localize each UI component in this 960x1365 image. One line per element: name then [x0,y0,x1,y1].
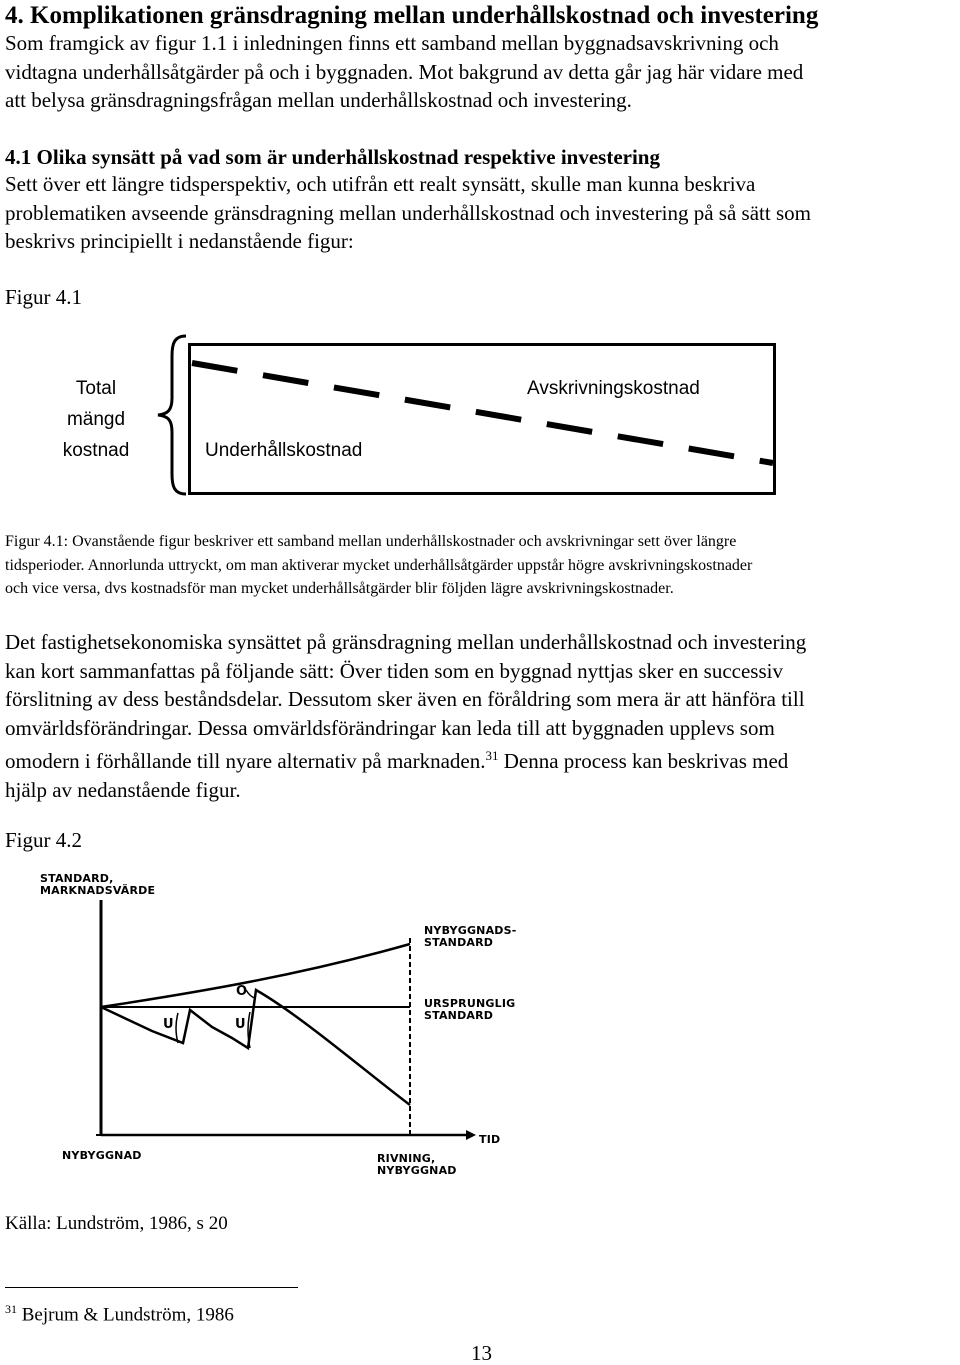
figure-1-caption [5,530,752,601]
figure-source: Källa: Lundström, 1986, s 20 [5,1213,228,1234]
figure-1-lower-label: Underhållskostnad [205,440,363,461]
paragraph-line: omvärldsförändringar. Dessa omvärldsförändringar kan leda till att byggnaden upplevs som [5,715,775,740]
paragraph-text: omodern i förhållande till nyare alternativ på marknaden. [5,749,486,773]
figure-2-u1-label: U [163,1017,174,1032]
figure-1-axis-label [50,373,142,466]
figure-1-brace [150,332,190,498]
u1-brace [176,1013,178,1043]
footnote [5,1298,234,1326]
section-paragraph [5,170,811,256]
figure-2-start-label: NYBYGGNAD [62,1149,142,1162]
label-line: STANDARD [424,936,494,949]
axis-label-line: mängd [66,409,126,430]
paragraph-line: förslitning av dess beståndsdelar. Dessutom sker även en föråldring som mera är att hänföra till [5,687,805,711]
figure-2-label: Figur 4.2 [5,828,83,852]
axis-label-line: kostnad [62,440,130,461]
chapter-heading: 4. Komplikationen gränsdragning mellan underhållskostnad och investering [5,2,819,29]
paragraph-line: Det fastighetsekonomiska synsättet på gränsdragning mellan underhållskostnad och investering [5,630,807,654]
caption-line: och vice versa, dvs kostnadsför man mycket underhållsåtgärder blir följden lägre avskrivningskostnader. [5,580,674,597]
intro-paragraph [5,29,803,115]
intro-line: vidtagna underhållsåtgärder på och i byggnaden. Mot bakgrund av detta går jag här vidare med [5,59,804,84]
section-heading: 4.1 Olika synsätt på vad som är underhållskostnad respektive investering [5,145,660,169]
figure-2-x-label: TID [479,1133,501,1146]
paragraph-line: kan kort sammanfattas på följande sätt: Över tiden som en byggnad nyttjas sker en successiv [5,658,783,683]
figure-1-label: Figur 4.1 [5,285,83,309]
label-line: RIVNING, [377,1152,436,1165]
figure-1-dashed-line [188,343,776,495]
intro-line: att belysa gränsdragningsfrågan mellan underhållskostnad och investering. [5,88,632,112]
label-line: STANDARD [424,1009,494,1022]
paragraph-line [5,742,806,776]
section-line: beskrivs principiellt i nedanstående figur: [5,229,354,253]
figure-2-u2-label: U [235,1017,246,1032]
footnote-number: 31 [5,1302,17,1316]
label-line: URSPRUNGLIG [424,997,516,1010]
section-line: problematiken avseende gränsdragning mellan underhållskostnad och investering på så sätt som [5,200,811,225]
paragraph-text: Denna process kan beskrivas med [498,749,789,773]
y-label-line: STANDARD, [40,872,114,885]
paragraph-line: hjälp av nedanstående figur. [5,777,241,802]
caption-line: tidsperioder. Annorlunda uttryckt, om man aktiverar mycket underhållsåtgärder uppstår högre avskrivningskostnader [5,556,753,574]
footnote-separator [5,1287,298,1288]
y-label-line: MARKNADSVÄRDE [40,884,156,897]
section-line: Sett över ett längre tidsperspektiv, och utifrån ett realt synsätt, skulle man kunna beskriva [5,172,756,196]
paragraph-2 [5,628,806,804]
page-number: 13 [471,1341,492,1365]
figure-1-upper-label: Avskrivningskostnad [527,378,700,399]
x-axis-arrow [466,1130,476,1140]
figure-2-o-label: O [236,984,248,999]
caption-line: Figur 4.1: Ovanstående figur beskriver ett samband mellan underhållskostnader och avskrivningar sett över längre [5,533,737,550]
footnote-text: Bejrum & Lundström, 1986 [17,1304,234,1326]
footnote-ref: 31 [485,748,499,763]
axis-label-line: Total [75,378,117,399]
label-line: NYBYGGNAD [377,1164,457,1177]
label-line: NYBYGGNADS- [424,924,517,937]
intro-line: Som framgick av figur 1.1 i inledningen finns ett samband mellan byggnadsavskrivning och [5,31,779,55]
figure-2-diagram [0,860,560,1160]
